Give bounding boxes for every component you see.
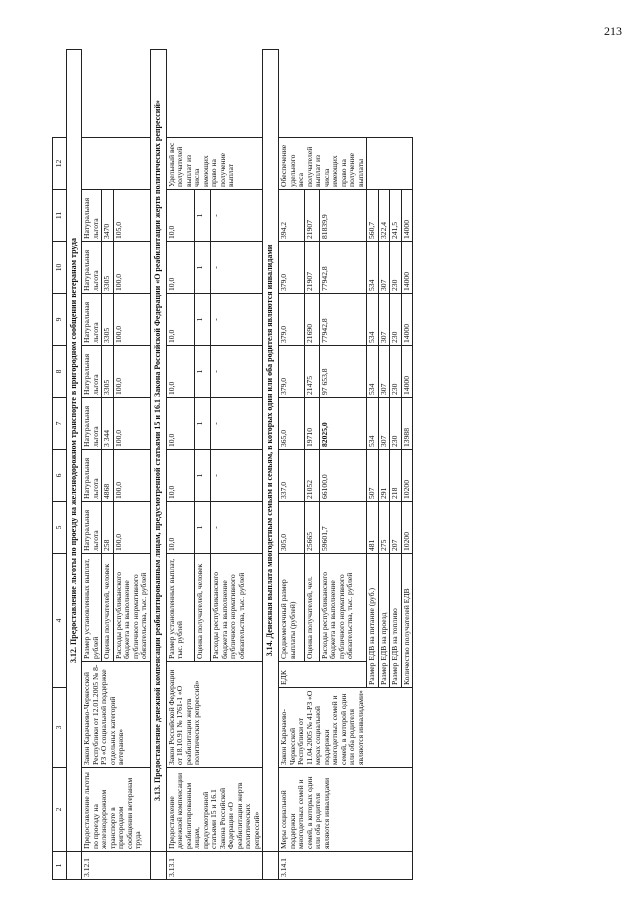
table-cell: 218: [390, 449, 402, 501]
table-cell: 534: [367, 345, 379, 397]
table-cell: -: [211, 241, 263, 293]
table-cell: 10,0: [166, 501, 194, 553]
table-cell: 481: [367, 501, 379, 553]
col-number: 3: [53, 688, 67, 768]
table-cell: 337,0: [279, 449, 305, 501]
table-cell: 1: [195, 189, 211, 241]
row-number: 3.14.1: [279, 852, 413, 880]
table-cell: 365,0: [279, 397, 305, 449]
table-cell: 21907: [305, 241, 320, 293]
table-cell: 100,0: [113, 501, 150, 553]
col-number: 5: [53, 501, 67, 553]
table-cell: 100,0: [113, 345, 150, 397]
col-number: 2: [53, 768, 67, 852]
indicator-label: Оценка получателей, человек: [195, 553, 211, 661]
table-cell: 25665: [305, 501, 320, 553]
indicator-label: Среднемесячный размер выплаты (рублей): [279, 553, 305, 661]
table-cell: 230: [390, 293, 402, 345]
table-cell: 3 344: [102, 397, 114, 449]
goal-indicator: Удельный вес получателей выплат из числа имеющих право на получение выплат: [166, 137, 263, 189]
table-cell: Натуральная льгота: [82, 449, 102, 501]
table-cell: 507: [367, 449, 379, 501]
table-cell: 230: [390, 345, 402, 397]
col-number: 4: [53, 553, 67, 687]
measure-name: Предоставление льготы по проезду на железнодорожном транспорте в пригородном сообщении ветеранам труда: [82, 768, 151, 852]
indicator-label: Расходы республиканского бюджета на выполнение публичного нормативного обязательства, тыс. рублей: [113, 553, 150, 661]
table-cell: 305,0: [279, 501, 305, 553]
table-cell: 207: [390, 501, 402, 553]
indicator-label: Размер ЕДВ на питание (руб.): [367, 553, 379, 687]
col-number: 1: [53, 852, 67, 880]
table-cell: Натуральная льгота: [82, 345, 102, 397]
table-cell: 394,2: [279, 189, 305, 241]
table-cell: 10200: [401, 449, 413, 501]
row-number: 3.12.1: [82, 852, 151, 880]
table-cell: 97 653,8: [319, 345, 367, 397]
table-cell: 307: [378, 345, 390, 397]
table-cell: 100,0: [113, 397, 150, 449]
table-cell: -: [211, 293, 263, 345]
table-cell: 307: [378, 241, 390, 293]
goal-indicator: Обеспечение удельного веса получателей выплат из числа имеющих право на получение выплаты: [279, 137, 367, 189]
table-cell: 10,0: [166, 241, 194, 293]
table-cell: 1: [195, 241, 211, 293]
legal-basis: Закон Карачаево-Черкесской Республики от 12.01.2005 № 8-РЗ «О социальной поддержке отдельных категорий ветеранов»: [82, 662, 151, 768]
indicator-label: Расходы республиканского бюджета на выполнение публичного нормативного обязательства, тыс. рублей: [319, 553, 367, 661]
table-cell: 322,4: [378, 189, 390, 241]
table-cell: 560,7: [367, 189, 379, 241]
col-number: 9: [53, 293, 67, 345]
table-cell: 379,0: [279, 293, 305, 345]
table-cell: 100,0: [113, 449, 150, 501]
table-cell: 77942,8: [319, 241, 367, 293]
table-cell: -: [211, 189, 263, 241]
table-cell: 4868: [102, 449, 114, 501]
table-cell: 59601,7: [319, 501, 367, 553]
table-cell: 258: [102, 501, 114, 553]
table-cell: 1: [195, 397, 211, 449]
indicator-label: Оценка получателей, человек: [102, 553, 114, 661]
table-cell: 81839,9: [319, 189, 367, 241]
indicator-label: Количество получателей ЕДВ: [401, 553, 413, 687]
table-row: [166, 49, 194, 879]
table-cell: 14000: [401, 345, 413, 397]
table-cell: 3305: [102, 345, 114, 397]
table-cell: 10,0: [166, 293, 194, 345]
table-row: [82, 49, 102, 879]
table-cell: 3305: [102, 293, 114, 345]
table-cell: 10,0: [166, 189, 194, 241]
table-cell: 307: [378, 293, 390, 345]
col-number: 10: [53, 241, 67, 293]
col-number: 7: [53, 397, 67, 449]
table-cell: Натуральная льгота: [82, 397, 102, 449]
table-cell: 10200: [401, 501, 413, 553]
table-row: [279, 49, 305, 879]
table-cell: 19710: [305, 397, 320, 449]
table-cell: 3305: [102, 241, 114, 293]
indicator-label: Размер установленных выплат, тыс. рублей: [166, 553, 194, 661]
legal-basis: Закон Российской Федерации от 18.10.91 № 1761-1 «О реабилитации жертв политических репрессий»: [166, 662, 263, 768]
table-cell: 77942,8: [319, 293, 367, 345]
table-cell: -: [211, 501, 263, 553]
table-cell: 230: [390, 397, 402, 449]
table-cell: 534: [367, 293, 379, 345]
table-cell: 21052: [305, 449, 320, 501]
table-cell: 21907: [305, 189, 320, 241]
section-title: 3.12. Предоставление льготы по проезду на железнодорожном транспорте в пригородном сообщении ветеранам труда: [66, 49, 82, 851]
section-title-row: [66, 49, 82, 879]
table-cell: -: [211, 449, 263, 501]
indicator-label: Размер ЕДВ на топливо: [390, 553, 402, 687]
indicator-label: Оценка получателей, чел.: [305, 553, 320, 661]
table-cell: Натуральная льгота: [82, 189, 102, 241]
table-cell: 534: [367, 397, 379, 449]
table-cell: 379,0: [279, 241, 305, 293]
table-cell: 230: [390, 241, 402, 293]
section-title: 3.14. Денежная выплата многодетным семьям и семьям, в которых один или оба родителя являются инвалидами: [263, 49, 279, 851]
table-cell: 379,0: [279, 345, 305, 397]
table-cell: 21475: [305, 345, 320, 397]
legal-basis: Закон Карачаево-Черкесской Республики от 11.04.2005 № 41-РЗ «О мерах социальной поддержки многодетных семей и семей, в которой один или оба родителя являются инвалидами»: [279, 688, 413, 768]
row-number: 3.13.1: [166, 852, 263, 880]
table-cell: 82025,0: [319, 397, 367, 449]
table-cell: 10,0: [166, 397, 194, 449]
table-cell: -: [211, 345, 263, 397]
table-cell: 100,0: [113, 293, 150, 345]
table-cell: 241,5: [390, 189, 402, 241]
table-cell: 14000: [401, 241, 413, 293]
table-cell: 66100,0: [319, 449, 367, 501]
section-title: 3.13. Предоставление денежной компенсации реабилитированным лицам, предусмотренной статьями 15 и 16.1 Закона Российской Федерации «О реабилитации жертв политических репрессий»: [150, 49, 166, 851]
table-cell: 275: [378, 501, 390, 553]
col-number: 6: [53, 449, 67, 501]
table-cell: 105,0: [113, 189, 150, 241]
measure-name: Предоставление денежной компенсации реабилитированным лицам, предусмотренной статьями 15 и 16.1 Закона Российской Федерации «О реабилитации жертв политических репрессий»: [166, 768, 263, 852]
table-cell: 1: [195, 501, 211, 553]
table-cell: 1: [195, 345, 211, 397]
section-title-row: [150, 49, 166, 879]
col-number: 8: [53, 345, 67, 397]
header-row: [53, 49, 67, 879]
indicator-label: Расходы республиканского бюджета на выполнение публичного нормативного обязательства, тыс. рублей: [211, 553, 263, 661]
col-number: 12: [53, 137, 67, 189]
table-cell: 3470: [102, 189, 114, 241]
program-table: [52, 49, 413, 880]
indicator-label: Размер ЕДВ на проезд: [378, 553, 390, 687]
table-cell: 307: [378, 397, 390, 449]
table-cell: 100,0: [113, 241, 150, 293]
table-cell: Натуральная льгота: [82, 241, 102, 293]
section-title-row: [263, 49, 279, 879]
col-number: 11: [53, 189, 67, 241]
table-cell: Натуральная льгота: [82, 293, 102, 345]
table-cell: 14000: [401, 293, 413, 345]
table-cell: 1: [195, 293, 211, 345]
table-cell: 10,0: [166, 449, 194, 501]
measure-name: Меры социальной поддержки многодетных семей и семей, в которых один или оба родителя являются инвалидами: [279, 768, 413, 852]
indicator-label: Размер установленных выплат, рублей: [82, 553, 102, 661]
table-cell: 14000: [401, 189, 413, 241]
page-number: 213: [604, 24, 622, 38]
table-cell: Натуральная льгота: [82, 501, 102, 553]
edk-label: ЕДК: [279, 662, 367, 688]
table-cell: 291: [378, 449, 390, 501]
table-cell: 21690: [305, 293, 320, 345]
rotated-table-container: [52, 50, 612, 880]
table-cell: -: [211, 397, 263, 449]
table-cell: 10,0: [166, 345, 194, 397]
table-cell: 13988: [401, 397, 413, 449]
table-cell: 1: [195, 449, 211, 501]
table-cell: 534: [367, 241, 379, 293]
